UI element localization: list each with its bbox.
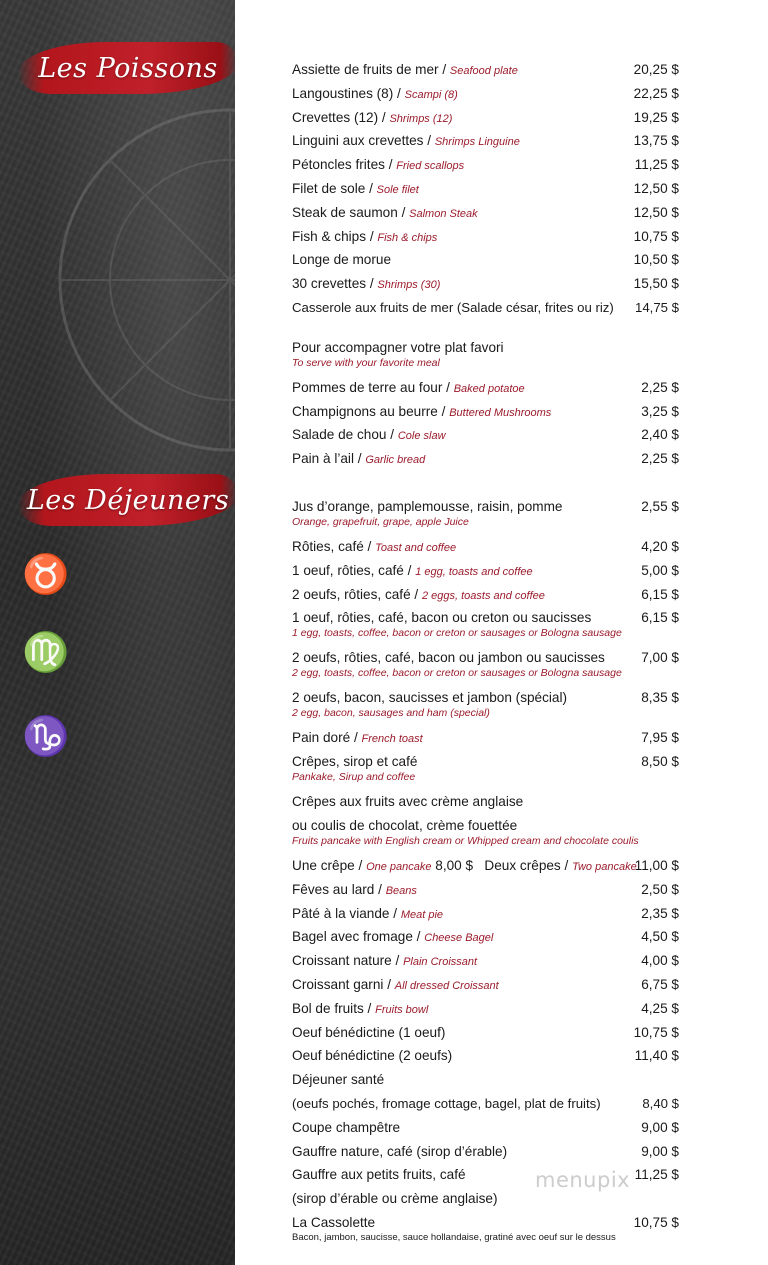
menu-item: 2 oeufs, rôties, café / 2 eggs, toasts and coffee 6,15 $	[292, 583, 682, 607]
watermark: menupix	[535, 1168, 631, 1192]
price: 3,25 $	[641, 403, 679, 419]
menu-item: Déjeuner santé	[292, 1072, 385, 1088]
menu-item: 1 oeuf, rôties, café / 1 egg, toasts and coffee 5,00 $	[292, 559, 682, 583]
price: 22,25 $	[633, 85, 679, 101]
price: 9,00 $	[641, 1119, 679, 1135]
price: 11,40 $	[634, 1048, 679, 1064]
menu-item: Fish & chips / Fish & chips 10,75 $	[292, 225, 682, 249]
menu-item: Bagel avec fromage / Cheese Bagel 4,50 $	[292, 925, 682, 949]
menu-item: Croissant garni / All dressed Croissant 6,75 $	[292, 973, 682, 997]
price: 8,50 $	[641, 754, 679, 770]
menu-item: 2 oeufs, bacon, saucisses et jambon (spécial) 8,35 $ 2 egg, bacon, sausages and ham (special)	[292, 686, 682, 726]
price: 4,50 $	[641, 929, 679, 945]
menu-item: Fêves au lard / Beans 2,50 $	[292, 878, 682, 902]
price: 5,00 $	[641, 562, 679, 578]
menu-item: Bol de fruits / Fruits bowl 4,25 $	[292, 997, 682, 1021]
menu-item: Salade de chou / Cole slaw 2,40 $	[292, 423, 682, 447]
price: 2,50 $	[641, 881, 679, 897]
menu-item: Steak de saumon / Salmon Steak 12,50 $	[292, 201, 682, 225]
menu-item: Pommes de terre au four / Baked potatoe 2,25 $	[292, 376, 682, 400]
price: 13,75 $	[633, 133, 679, 149]
price: 10,75 $	[633, 1214, 679, 1230]
price: 8,35 $	[641, 690, 679, 706]
section-banner-poissons	[18, 42, 235, 94]
price: 2,25 $	[641, 379, 679, 395]
menu-item: La Cassolette 10,75 $ Bacon, jambon, saucisse, sauce hollandaise, gratiné avec oeuf sur le dessus	[292, 1211, 682, 1251]
menu-item: Crêpes, sirop et café 8,50 $ Pankake, Sirup and coffee	[292, 750, 682, 790]
price: 14,75 $	[635, 299, 679, 315]
menu-item: Pain à l’ail / Garlic bread 2,25 $	[292, 447, 682, 471]
decorative-sidebar	[0, 0, 235, 1265]
price: 4,00 $	[641, 953, 679, 969]
price: 9,00 $	[641, 1143, 679, 1159]
price: 4,20 $	[641, 538, 679, 554]
price: 12,50 $	[633, 180, 679, 196]
capricorn-icon: ♑	[22, 714, 70, 758]
price: 10,75 $	[633, 228, 679, 244]
price: 4,25 $	[641, 1000, 679, 1016]
section-banner-dejeuners	[18, 474, 235, 526]
menu-item: Gauffre nature, café (sirop d’érable) 9,00 $	[292, 1140, 682, 1164]
menu-item: Crevettes (12) / Shrimps (12) 19,25 $	[292, 106, 682, 130]
menu-item: Longe de morue 10,50 $	[292, 248, 682, 272]
price: 6,15 $	[641, 610, 679, 626]
price: 11,25 $	[634, 1167, 679, 1183]
price: 6,75 $	[641, 976, 679, 992]
menu-item: Champignons au beurre / Buttered Mushrooms 3,25 $	[292, 400, 682, 424]
sides-header: Pour accompagner votre plat favori To serve with your favorite meal	[292, 339, 504, 369]
price: 6,15 $	[641, 586, 679, 602]
menu-item: ou coulis de chocolat, crème fouettée Fruits pancake with English cream or Whipped cream and chocolate coulis	[292, 817, 639, 847]
menu-item: (sirop d’érable ou crème anglaise)	[292, 1191, 498, 1207]
price: 8,40 $	[642, 1095, 679, 1111]
price: 2,35 $	[641, 905, 679, 921]
taurus-icon: ♉	[22, 552, 70, 596]
price: 2,40 $	[641, 427, 679, 443]
section-title-dejeuners: Les Déjeuners	[26, 484, 230, 516]
menu-list	[292, 58, 682, 1251]
menu-item: Oeuf bénédictine (1 oeuf) 10,75 $	[292, 1021, 682, 1045]
section-title-poissons: Les Poissons	[38, 52, 218, 84]
price: 10,50 $	[633, 252, 679, 268]
menu-item: Oeuf bénédictine (2 oeufs) 11,40 $	[292, 1044, 682, 1068]
price: 10,75 $	[633, 1024, 679, 1040]
menu-item: 2 oeufs, rôties, café, bacon ou jambon ou saucisses 7,00 $ 2 egg, toasts, coffee, bacon or creton or sausages or Bologna sausage	[292, 646, 682, 686]
price: 2,25 $	[641, 451, 679, 467]
menu-item: 30 crevettes / Shrimps (30) 15,50 $	[292, 272, 682, 296]
menu-item: Pétoncles frites / Fried scallops 11,25 $	[292, 153, 682, 177]
menu-item: Assiette de fruits de mer / Seafood plate 20,25 $	[292, 58, 682, 82]
price: 7,95 $	[641, 730, 679, 746]
menu-item-pancake-options: Une crêpe / One pancake 8,00 $ Deux crêpes / Two pancake 11,00 $	[292, 854, 682, 878]
menu-item: Croissant nature / Plain Croissant 4,00 $	[292, 949, 682, 973]
menu-item: Jus d’orange, pamplemousse, raisin, pomme 2,55 $ Orange, grapefruit, grape, apple Juice	[292, 495, 682, 535]
price: 19,25 $	[633, 109, 679, 125]
menu-item: Coupe champêtre 9,00 $	[292, 1116, 682, 1140]
menu-item: Pain doré / French toast 7,95 $	[292, 726, 682, 750]
price: 20,25 $	[633, 62, 679, 77]
price: 7,00 $	[641, 650, 679, 666]
menu-item: Crêpes aux fruits avec crème anglaise	[292, 794, 524, 810]
virgo-icon: ♍	[22, 630, 70, 674]
menu-item: (oeufs pochés, fromage cottage, bagel, plat de fruits) 8,40 $	[292, 1092, 682, 1116]
menu-item: Linguini aux crevettes / Shrimps Linguine 13,75 $	[292, 129, 682, 153]
menu-item: 1 oeuf, rôties, café, bacon ou creton ou saucisses 6,15 $ 1 egg, toasts, coffee, bacon or creton or sausages or Bologna sausage	[292, 606, 682, 646]
menu-item: Pâté à la viande / Meat pie 2,35 $	[292, 902, 682, 926]
menu-item: Rôties, café / Toast and coffee 4,20 $	[292, 535, 682, 559]
menu-item: Filet de sole / Sole filet 12,50 $	[292, 177, 682, 201]
menu-item: Langoustines (8) / Scampi (8) 22,25 $	[292, 82, 682, 106]
price: 15,50 $	[633, 276, 679, 292]
price: 2,55 $	[641, 498, 679, 514]
price: 11,00 $	[634, 857, 679, 873]
menu-item: Casserole aux fruits de mer (Salade césar, frites ou riz) 14,75 $	[292, 296, 682, 320]
price: 12,50 $	[633, 204, 679, 220]
menu-item: Gauffre aux petits fruits, café 11,25 $	[292, 1163, 682, 1187]
zodiac-wheel-emblem	[40, 80, 235, 500]
price: 11,25 $	[634, 157, 679, 173]
